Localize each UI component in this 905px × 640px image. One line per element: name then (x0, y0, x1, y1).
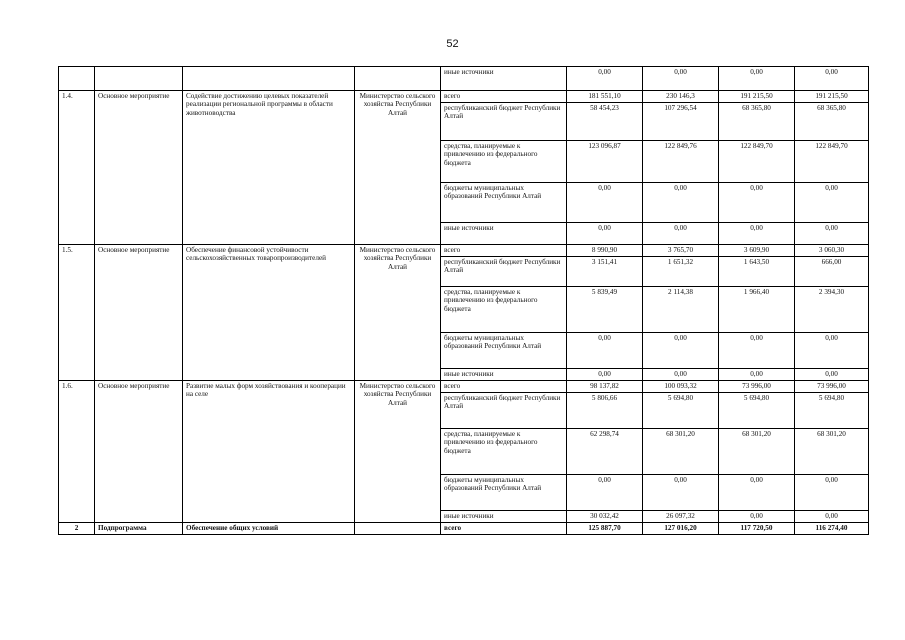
type-cell (95, 67, 183, 91)
value-cell: 0,00 (795, 223, 869, 245)
source-cell: республиканский бюджет Республики Алтай (441, 103, 567, 141)
value-cell: 0,00 (567, 333, 643, 369)
executor-cell: Министерство сельского хозяйства Республики Алтай (355, 381, 441, 523)
value-cell: 191 215,50 (719, 91, 795, 103)
value-cell: 1 643,50 (719, 257, 795, 287)
value-cell: 0,00 (643, 67, 719, 91)
value-cell: 1 651,32 (643, 257, 719, 287)
value-cell: 68 301,20 (643, 429, 719, 475)
source-cell: бюджеты муниципальных образований Республики Алтай (441, 183, 567, 223)
value-cell: 0,00 (719, 333, 795, 369)
value-cell: 98 137,82 (567, 381, 643, 393)
source-cell: бюджеты муниципальных образований Республики Алтай (441, 333, 567, 369)
value-cell: 1 966,40 (719, 287, 795, 333)
value-cell: 0,00 (795, 333, 869, 369)
type-cell: Основное мероприятие (95, 91, 183, 245)
num-cell: 1.4. (59, 91, 95, 245)
source-cell: иные источники (441, 511, 567, 523)
source-cell: бюджеты муниципальных образований Республики Алтай (441, 475, 567, 511)
page-number: 52 (446, 38, 459, 50)
num-cell (59, 67, 95, 91)
value-cell: 117 720,50 (719, 523, 795, 535)
value-cell: 0,00 (719, 369, 795, 381)
value-cell: 0,00 (719, 511, 795, 523)
value-cell: 68 365,80 (795, 103, 869, 141)
value-cell: 30 032,42 (567, 511, 643, 523)
source-cell: иные источники (441, 67, 567, 91)
source-cell: всего (441, 91, 567, 103)
value-cell: 0,00 (719, 475, 795, 511)
value-cell: 0,00 (795, 183, 869, 223)
name-cell: Обеспечение общих условий (183, 523, 355, 535)
value-cell: 5 694,80 (643, 393, 719, 429)
value-cell: 0,00 (567, 475, 643, 511)
value-cell: 0,00 (567, 67, 643, 91)
name-cell (183, 67, 355, 91)
type-cell: Основное мероприятие (95, 245, 183, 381)
value-cell: 3 609,90 (719, 245, 795, 257)
value-cell: 107 296,54 (643, 103, 719, 141)
value-cell: 0,00 (567, 369, 643, 381)
name-cell: Обеспечение финансовой устойчивости сельскохозяйственных товаропроизводителей (183, 245, 355, 381)
executor-cell: Министерство сельского хозяйства Республики Алтай (355, 91, 441, 245)
value-cell: 0,00 (567, 223, 643, 245)
value-cell: 62 298,74 (567, 429, 643, 475)
table-row (59, 91, 869, 103)
value-cell: 0,00 (643, 369, 719, 381)
value-cell: 5 694,80 (795, 393, 869, 429)
value-cell: 3 151,41 (567, 257, 643, 287)
value-cell: 125 887,70 (567, 523, 643, 535)
value-cell: 26 097,32 (643, 511, 719, 523)
value-cell: 5 694,80 (719, 393, 795, 429)
source-cell: всего (441, 245, 567, 257)
value-cell: 0,00 (567, 183, 643, 223)
value-cell: 8 990,90 (567, 245, 643, 257)
table-row (59, 381, 869, 393)
table-row (59, 245, 869, 257)
value-cell: 68 301,20 (795, 429, 869, 475)
value-cell: 191 215,50 (795, 91, 869, 103)
value-cell: 73 996,00 (719, 381, 795, 393)
value-cell: 5 806,66 (567, 393, 643, 429)
value-cell: 0,00 (719, 223, 795, 245)
num-cell: 2 (59, 523, 95, 535)
value-cell: 0,00 (795, 511, 869, 523)
num-cell: 1.5. (59, 245, 95, 381)
name-cell: Содействие достижению целевых показателей реализации региональной программы в области животноводства (183, 91, 355, 245)
source-cell: всего (441, 523, 567, 535)
source-cell: республиканский бюджет Республики Алтай (441, 257, 567, 287)
value-cell: 0,00 (643, 475, 719, 511)
value-cell: 73 996,00 (795, 381, 869, 393)
name-cell: Развитие малых форм хозяйствования и кооперации на селе (183, 381, 355, 523)
value-cell: 0,00 (795, 67, 869, 91)
table-row (59, 67, 869, 91)
type-cell: Подпрограмма (95, 523, 183, 535)
value-cell: 68 301,20 (719, 429, 795, 475)
value-cell: 122 849,70 (795, 141, 869, 183)
num-cell: 1.6. (59, 381, 95, 523)
executor-cell (355, 67, 441, 91)
value-cell: 5 839,49 (567, 287, 643, 333)
value-cell: 100 093,32 (643, 381, 719, 393)
value-cell: 230 146,3 (643, 91, 719, 103)
value-cell: 0,00 (719, 183, 795, 223)
value-cell: 123 096,87 (567, 141, 643, 183)
value-cell: 0,00 (795, 369, 869, 381)
executor-cell: Министерство сельского хозяйства Республики Алтай (355, 245, 441, 381)
source-cell: средства, планируемые к привлечению из федерального бюджета (441, 287, 567, 333)
type-cell: Основное мероприятие (95, 381, 183, 523)
value-cell: 127 016,20 (643, 523, 719, 535)
source-cell: средства, планируемые к привлечению из федерального бюджета (441, 141, 567, 183)
value-cell: 116 274,40 (795, 523, 869, 535)
value-cell: 58 454,23 (567, 103, 643, 141)
value-cell: 0,00 (719, 67, 795, 91)
table-row-subprogram (59, 523, 869, 535)
source-cell: всего (441, 381, 567, 393)
value-cell: 666,00 (795, 257, 869, 287)
value-cell: 3 060,30 (795, 245, 869, 257)
source-cell: иные источники (441, 223, 567, 245)
value-cell: 0,00 (795, 475, 869, 511)
value-cell: 3 765,70 (643, 245, 719, 257)
source-cell: республиканский бюджет Республики Алтай (441, 393, 567, 429)
value-cell: 0,00 (643, 183, 719, 223)
value-cell: 68 365,80 (719, 103, 795, 141)
value-cell: 0,00 (643, 333, 719, 369)
value-cell: 2 114,38 (643, 287, 719, 333)
executor-cell (355, 523, 441, 535)
value-cell: 181 551,10 (567, 91, 643, 103)
budget-table (58, 66, 869, 535)
value-cell: 122 849,70 (719, 141, 795, 183)
value-cell: 0,00 (643, 223, 719, 245)
source-cell: иные источники (441, 369, 567, 381)
value-cell: 2 394,30 (795, 287, 869, 333)
source-cell: средства, планируемые к привлечению из федерального бюджета (441, 429, 567, 475)
value-cell: 122 849,76 (643, 141, 719, 183)
